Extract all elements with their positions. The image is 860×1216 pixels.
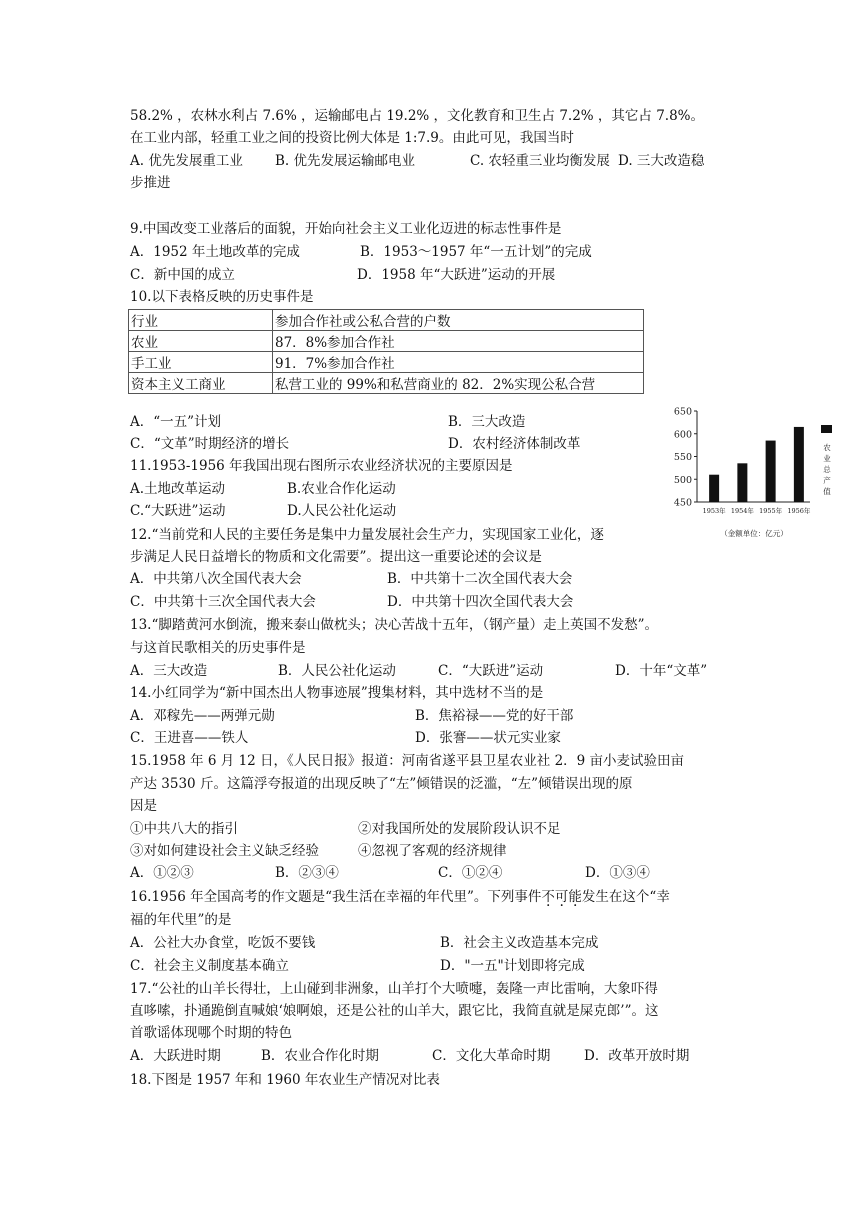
q16-stem <box>130 886 670 908</box>
q8-option-a: A. 优先发展重工业 <box>130 153 243 169</box>
table-row <box>129 373 644 394</box>
q9-option-b: B．1953～1957 年“一五计划”的完成 <box>360 244 592 260</box>
q15-item-4: ④忽视了客观的经济规律 <box>358 843 507 859</box>
agri-output-chart <box>670 403 840 541</box>
emphasis-char: 可 <box>554 889 569 905</box>
bar <box>709 475 719 502</box>
table-cell: 农业 <box>129 331 273 352</box>
y-tick-label: 650 <box>673 406 692 418</box>
q15-stem-cont: 因是 <box>130 798 157 814</box>
q14-stem: 14.小红同学为“新中国杰出人物事迹展”搜集材料，其中选材不当的是 <box>130 685 544 701</box>
legend-label-char: 产 <box>823 476 831 485</box>
x-tick-label: 1954年 <box>730 507 754 515</box>
q16-stem-pre: 16.1956 年全国高考的作文题是“我生活在幸福的年代里”。下列事件 <box>130 889 542 905</box>
q13-option-d: D．十年“文革” <box>615 663 708 679</box>
q15-option-a: A．①②③ <box>130 865 194 881</box>
q9-option-d: D．1958 年“大跃进”运动的开展 <box>357 267 556 283</box>
q12-option-a: A．中共第八次全国代表大会 <box>130 571 302 587</box>
q14-option-a: A．邓稼先——两弹元勋 <box>130 708 275 724</box>
table-cell: 手工业 <box>129 352 273 373</box>
q17-stem-cont: 首歌谣体现哪个时期的特色 <box>130 1025 292 1041</box>
table-header-row <box>129 310 644 331</box>
q10-option-b: B．三大改造 <box>448 414 526 430</box>
q16-option-c: C．社会主义制度基本确立 <box>130 958 289 974</box>
q18-stem: 18.下图是 1957 年和 1960 年农业生产情况对比表 <box>130 1072 440 1088</box>
x-tick-label: 1953年 <box>702 507 726 515</box>
table-header-cell: 行业 <box>129 310 273 331</box>
y-tick-label: 500 <box>673 474 692 486</box>
y-tick-label: 450 <box>673 497 692 509</box>
q15-item-1: ①中共八大的指引 <box>130 821 238 837</box>
q9-option-a: A．1952 年土地改革的完成 <box>130 244 300 260</box>
q17-option-b: B．农业合作化时期 <box>261 1048 379 1064</box>
bar <box>737 463 747 502</box>
q8-option-d: D. 三大改造稳 <box>618 153 705 169</box>
text-line: 58.2% ，农林水利占 7.6% ，运输邮电占 19.2% ，文化教育和卫生占 7.2% ，其它占 7.8%。 <box>130 108 704 124</box>
q15-item-3: ③对如何建设社会主义缺乏经验 <box>130 843 319 859</box>
legend-label-char: 农 <box>823 443 831 452</box>
q15-stem-cont: 产达 3530 斤。这篇浮夸报道的出现反映了“左”倾错误的泛滥，“左”倾错误出现的原 <box>130 776 633 792</box>
unit-note: （金额单位：亿元） <box>720 529 788 538</box>
table-cell: 私营工业的 99%和私营商业的 82．2%实现公私合营 <box>273 373 644 394</box>
emphasis-char: 能 <box>568 889 582 905</box>
table-row <box>129 352 644 373</box>
q15-item-2: ②对我国所处的发展阶段认识不足 <box>358 821 561 837</box>
x-tick-label: 1955年 <box>759 507 783 515</box>
q17-option-d: D．改革开放时期 <box>584 1048 690 1064</box>
q8-option-b: B. 优先发展运输邮电业 <box>275 153 416 169</box>
q11-option-b: B.农业合作化运动 <box>287 481 396 497</box>
x-tick-label: 1956年 <box>787 507 811 515</box>
q16-stem-cont: 福的年代里”的是 <box>130 912 232 928</box>
q17-stem: 17.“公社的山羊长得壮，上山碰到非洲象，山羊打个大喷嚏，轰隆一声比雷响，大象吓得 <box>130 981 658 997</box>
q12-option-d: D．中共第十四次全国代表大会 <box>387 594 574 610</box>
q13-stem: 13.“脚踏黄河水倒流，搬来泰山做枕头；决心苦战十五年，（钢产量）走上英国不发愁”。 <box>130 617 659 633</box>
q15-option-c: C．①②④ <box>438 865 503 881</box>
q11-option-c: C.“大跃进”运动 <box>130 503 226 519</box>
q16-option-d: D．"一五"计划即将完成 <box>440 958 585 974</box>
bar <box>766 441 776 502</box>
emphasis-char: 不 <box>541 889 555 905</box>
legend-label-char: 总 <box>823 465 831 474</box>
legend-swatch <box>821 425 832 433</box>
bar <box>794 427 804 502</box>
q13-option-a: A．三大改造 <box>130 663 208 679</box>
text-line: 步推进 <box>130 175 171 191</box>
q13-option-b: B．人民公社化运动 <box>278 663 396 679</box>
q12-stem: 12.“当前党和人民的主要任务是集中力量发展社会生产力，实现国家工业化，逐 <box>130 527 604 543</box>
q8-option-c: C. 农轻重三业均衡发展 <box>470 153 610 169</box>
q14-option-b: B．焦裕禄——党的好干部 <box>415 708 574 724</box>
q11-option-a: A.土地改革运动 <box>130 481 226 497</box>
q10-option-d: D．农村经济体制改革 <box>448 436 581 452</box>
q10-option-a: A．“一五”计划 <box>130 414 222 430</box>
text-line: 在工业内部，轻重工业之间的投资比例大体是 1:7.9。由此可见，我国当时 <box>130 130 574 146</box>
q16-option-b: B．社会主义改造基本完成 <box>440 935 599 951</box>
q10-table <box>128 309 644 394</box>
y-tick-label: 600 <box>673 429 692 441</box>
q17-option-a: A．大跃进时期 <box>130 1048 221 1064</box>
q17-stem-cont: 直哆嗦，扑通跪倒直喊娘‘娘啊娘，还是公社的山羊大，跟它比，我简直就是屎克郎’”。这 <box>130 1003 659 1019</box>
q15-stem: 15.1958 年 6 月 12 日，《人民日报》报道：河南省遂平县卫星农业社 2．9 亩小麦试验田亩 <box>130 753 685 769</box>
q15-option-d: D．①③④ <box>585 865 650 881</box>
q13-option-c: C．“大跃进”运动 <box>438 663 544 679</box>
q11-option-d: D.人民公社化运动 <box>287 503 397 519</box>
table-header-cell: 参加合作社或公私合营的户数 <box>273 310 644 331</box>
q12-stem-cont: 步满足人民日益增长的物质和文化需要”。提出这一重要论述的会议是 <box>130 549 542 565</box>
q11-stem: 11.1953-1956 年我国出现右图所示农业经济状况的主要原因是 <box>130 458 513 474</box>
q9-option-c: C．新中国的成立 <box>130 267 235 283</box>
legend-label-char: 值 <box>823 487 831 496</box>
q13-stem-cont: 与这首民歌相关的历史事件是 <box>130 640 306 656</box>
q9-stem: 9.中国改变工业落后的面貌，开始向社会主义工业化迈进的标志性事件是 <box>130 221 562 237</box>
q17-option-c: C．文化大革命时期 <box>432 1048 551 1064</box>
q16-stem-emphasis <box>541 889 582 905</box>
table-cell: 87．8%参加合作社 <box>273 331 644 352</box>
q10-stem: 10.以下表格反映的历史事件是 <box>130 289 314 305</box>
q16-stem-post: 发生在这个“幸 <box>581 889 670 905</box>
table-cell: 91．7%参加合作社 <box>273 352 644 373</box>
q12-option-b: B．中共第十二次全国代表大会 <box>387 571 573 587</box>
q15-option-b: B．②③④ <box>275 865 339 881</box>
q14-option-d: D．张謇——状元实业家 <box>415 730 561 746</box>
legend-label-char: 业 <box>823 454 831 463</box>
table-cell: 资本主义工商业 <box>129 373 273 394</box>
q14-option-c: C．王进喜——铁人 <box>130 730 249 746</box>
q12-option-c: C．中共第十三次全国代表大会 <box>130 594 316 610</box>
q10-option-c: C．“文革”时期经济的增长 <box>130 436 290 452</box>
q16-option-a: A．公社大办食堂，吃饭不要钱 <box>130 935 316 951</box>
y-tick-label: 550 <box>673 452 692 463</box>
table-row <box>129 331 644 352</box>
